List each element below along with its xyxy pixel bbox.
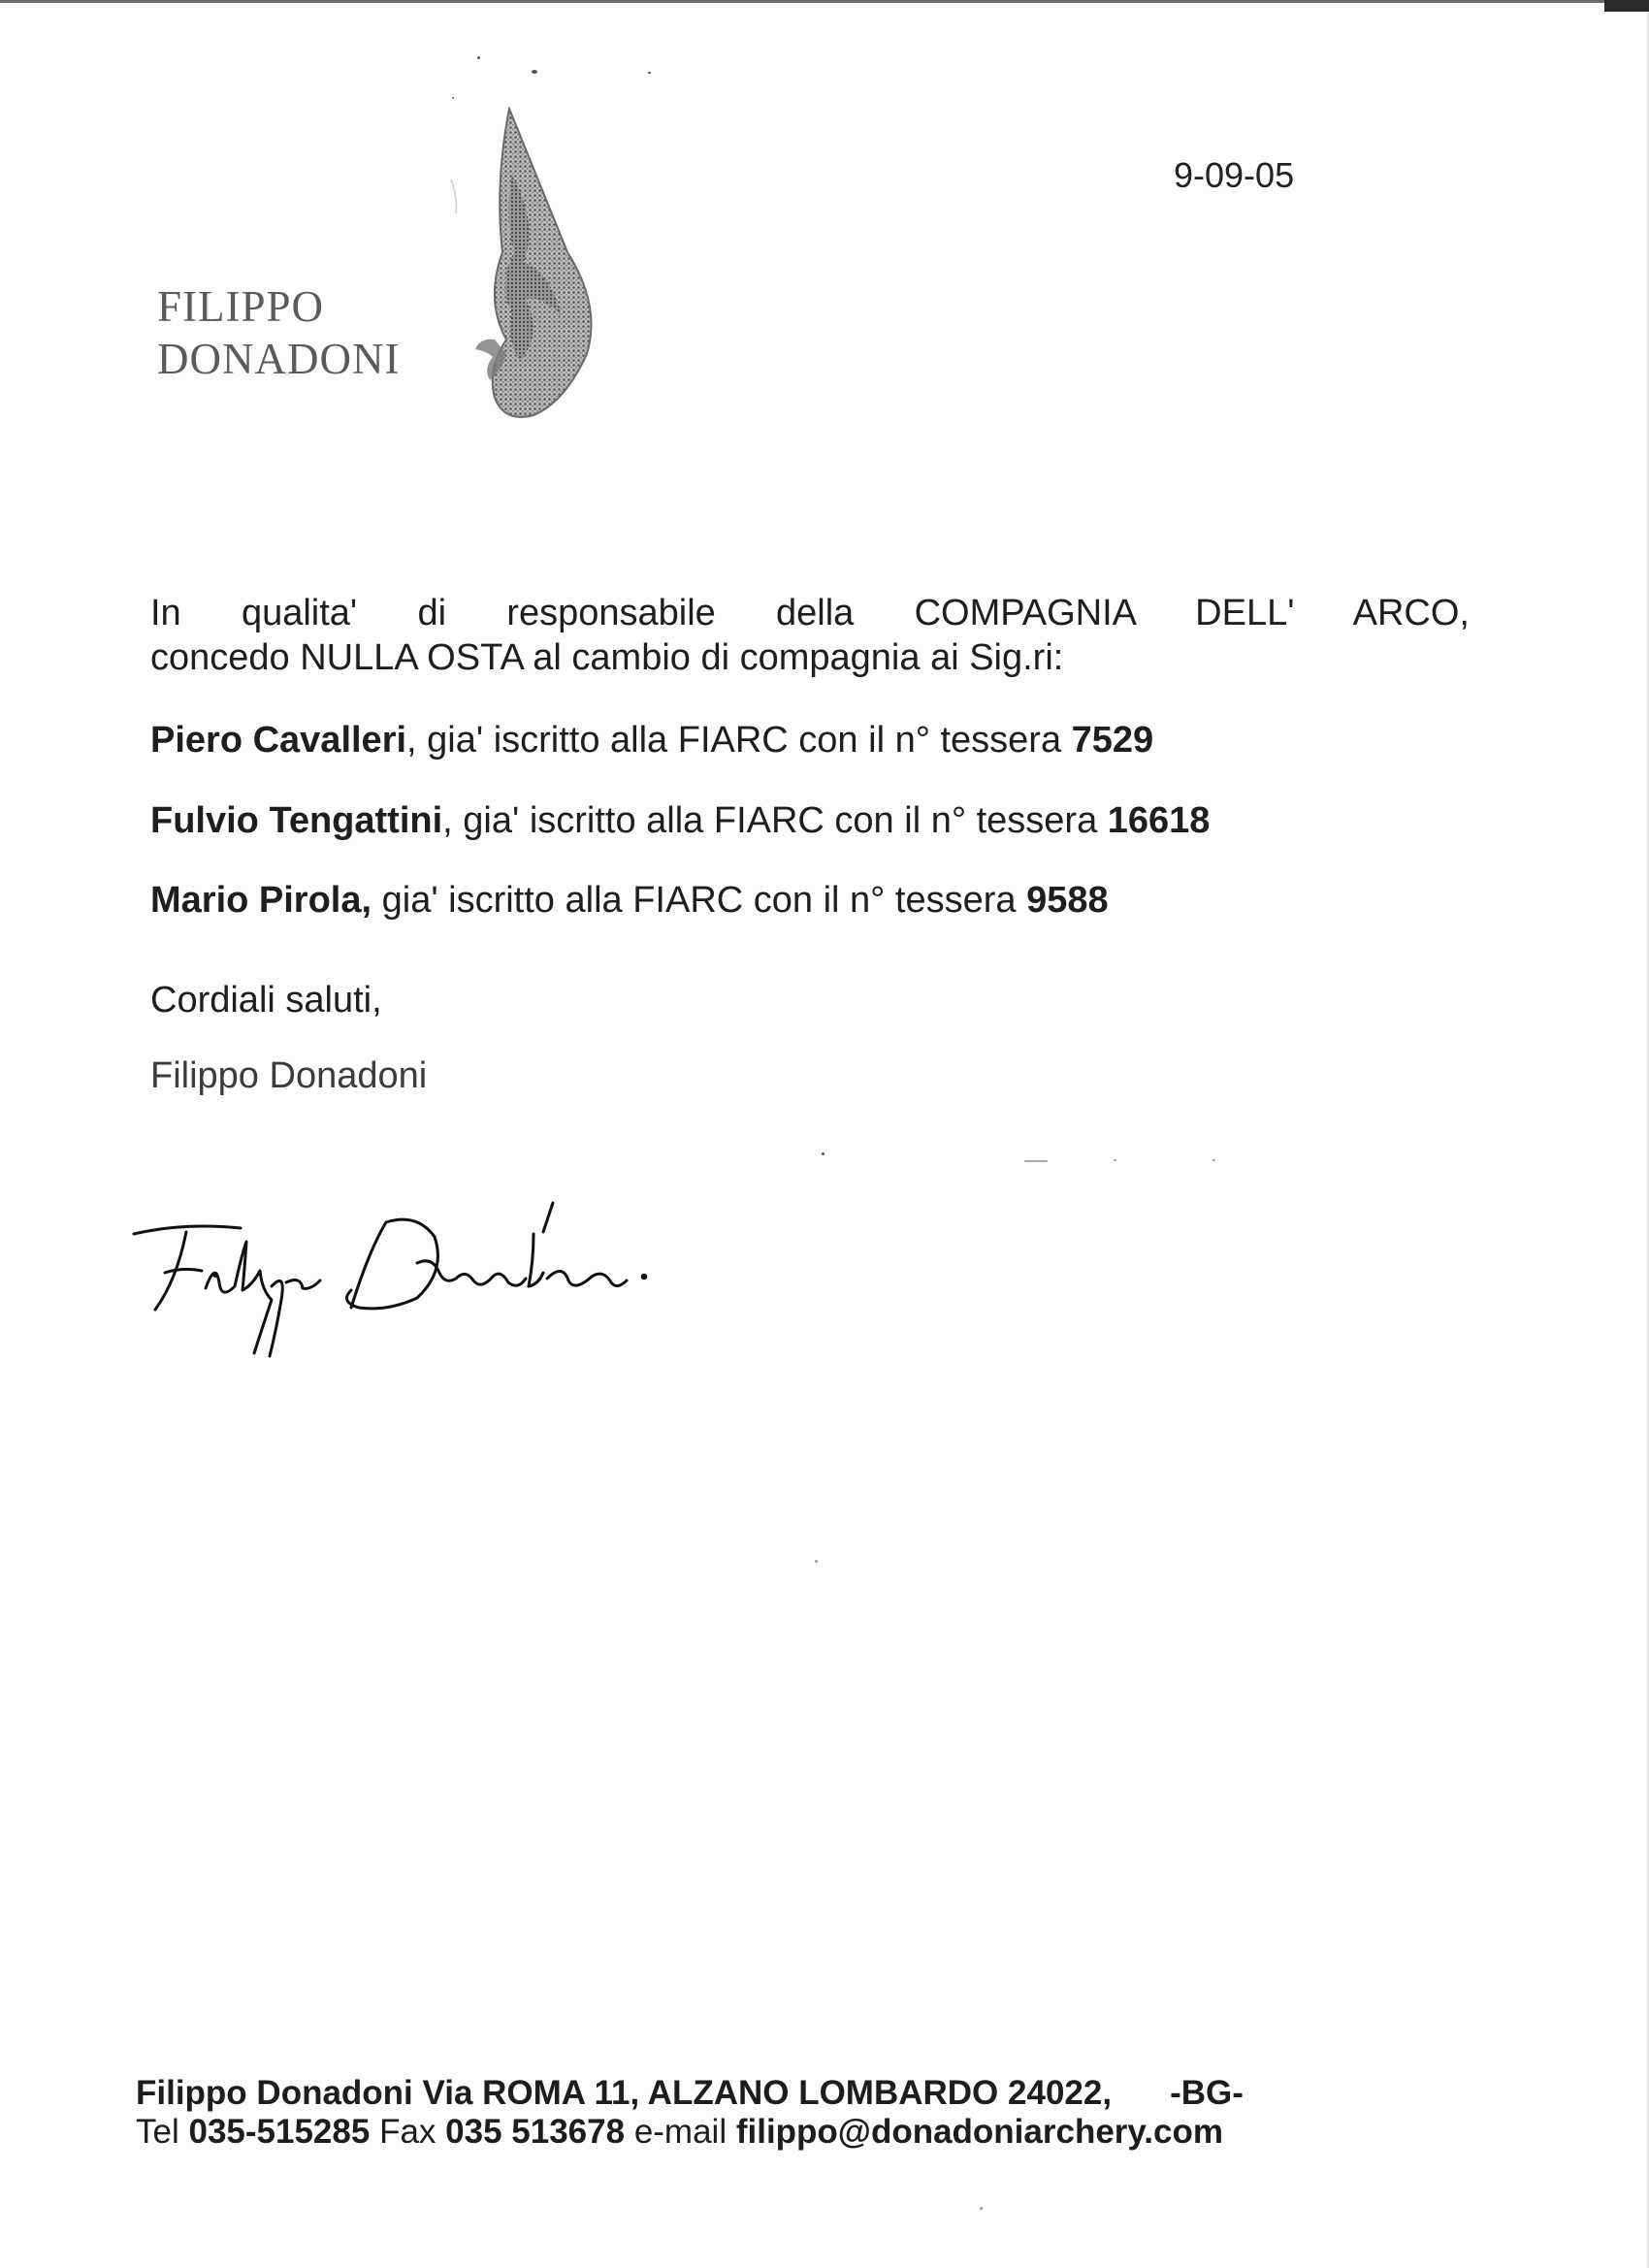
arrowhead-logo-icon [398,107,708,427]
member-name-punct: , [442,799,453,841]
member-text: gia' iscritto alla FIARC con il n° tessera [452,799,1108,841]
letter-date: 9-09-05 [1174,155,1295,195]
footer-tel: 035-515285 [188,2112,371,2151]
scan-border-top [0,0,1610,3]
footer-zip: 24022, [1008,2074,1113,2112]
member-name-punct: , [406,720,417,761]
scan-speck [1114,1159,1116,1161]
scan-speck [532,70,537,74]
member-line [150,879,1470,923]
member-line [150,799,1470,844]
scan-speck [980,2207,983,2210]
member-card-number: 9588 [1026,880,1109,922]
footer-via-label: Via [422,2074,473,2112]
member-card-number: 7529 [1071,720,1154,761]
member-text: gia' iscritto alla FIARC con il n° tessera [372,880,1027,922]
intro-line-1: In qualita' di responsabile della COMPAGNIA DELL' ARCO, [150,593,1470,633]
scan-speck [452,97,454,99]
footer-fax-label: Fax [379,2112,436,2151]
footer-address-row [136,2074,1436,2113]
footer-contact-row [136,2113,1436,2152]
member-card-number: 16618 [1107,799,1211,841]
letter-body [150,592,1470,1098]
footer-name: Filippo Donadoni [136,2074,413,2112]
intro-paragraph [150,592,1470,680]
footer-province: -BG- [1170,2074,1244,2112]
scan-speck [822,1152,824,1155]
member-line [150,719,1470,763]
member-text: gia' iscritto alla FIARC con il n° tessera [416,720,1072,761]
member-name: Mario Pirola, [150,880,372,922]
scan-speck [1212,1159,1215,1161]
company-logo [146,107,563,427]
handwritten-signature [126,1193,689,1358]
scan-speck [648,72,651,74]
member-name: Fulvio Tengattini [150,799,443,841]
footer-email: filippo@donadoniarchery.com [735,2112,1223,2151]
letterhead-footer [136,2074,1436,2152]
footer-street: ROMA 11, ALZANO LOMBARDO [482,2074,999,2112]
footer-fax: 035 513678 [445,2112,626,2151]
closing-greeting: Cordiali saluti, [150,979,382,1021]
scan-speck [1024,1160,1048,1162]
scan-border-tab [1604,0,1649,12]
footer-email-label: e-mail [633,2112,728,2151]
sender-name: Filippo Donadoni [150,1054,428,1096]
scan-speck [477,56,480,59]
member-name: Piero Cavalleri [150,720,407,761]
scan-speck [815,1560,818,1563]
intro-line-2: concedo NULLA OSTA al cambio di compagnia ai Sig.ri: [150,636,1064,678]
footer-tel-label: Tel [136,2112,179,2151]
logo-text-first-name: FILIPPO [157,282,325,331]
logo-text-last-name: DONADONI [157,335,401,383]
